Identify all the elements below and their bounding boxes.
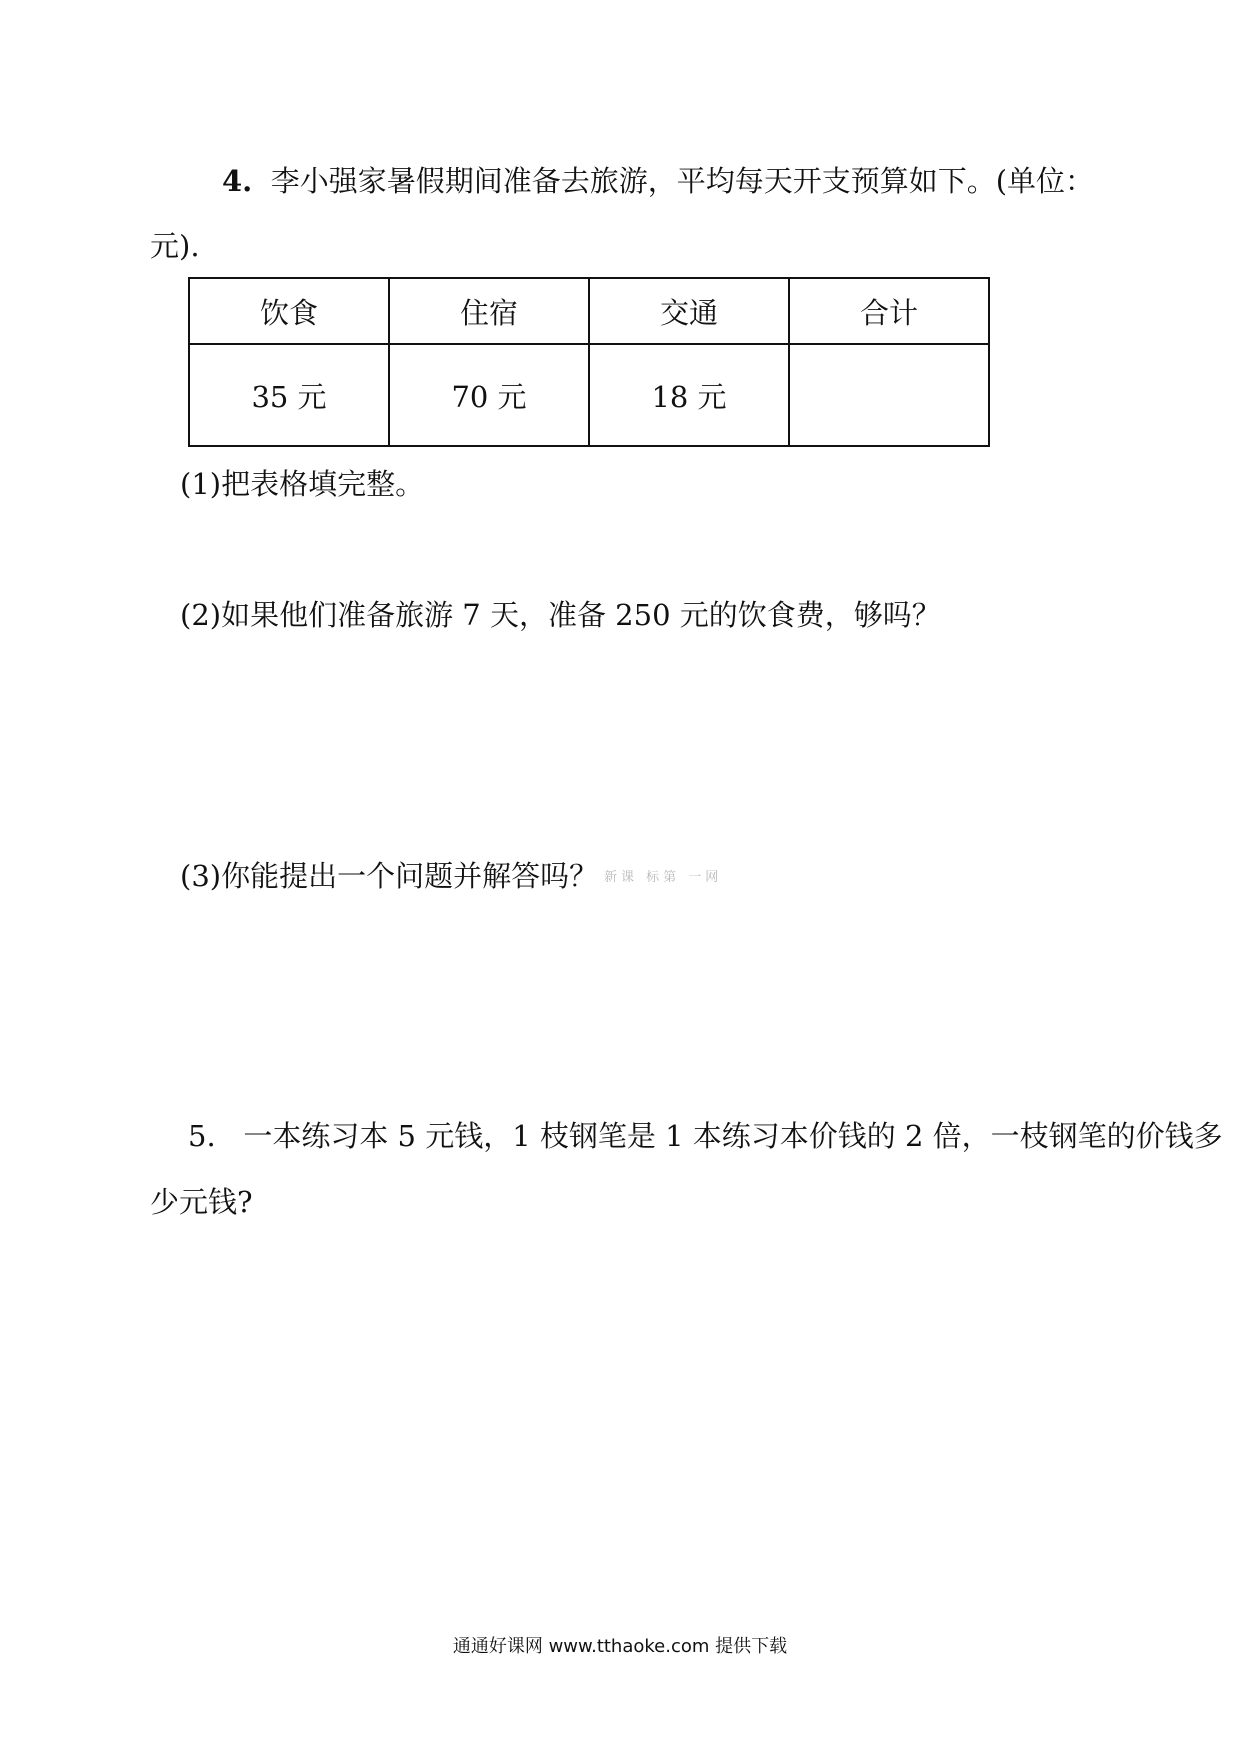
- header-total: 合计: [789, 278, 989, 344]
- table-header-row: [189, 278, 989, 344]
- question-5-number: 5.: [188, 1119, 216, 1153]
- value-lodging: 70 元: [389, 344, 589, 446]
- table-value-row: [189, 344, 989, 446]
- watermark-text: 新课 标第 一网: [604, 870, 723, 885]
- budget-table: [188, 277, 990, 447]
- question-5-line-1: [188, 1118, 1223, 1154]
- value-total-blank[interactable]: [789, 344, 989, 446]
- subquestion-1: (1)把表格填完整。: [180, 467, 425, 501]
- question-5-text: 一本练习本 5 元钱，1 枝钢笔是 1 本练习本价钱的 2 倍，一枝钢笔的价钱多: [243, 1119, 1223, 1153]
- footer-text: 通通好课网 www.tthaoke.com 提供下载: [452, 1636, 788, 1657]
- question-4-number: 4.: [222, 164, 253, 198]
- subquestion-2: (2)如果他们准备旅游 7 天，准备 250 元的饮食费，够吗？: [180, 598, 941, 632]
- value-food: 35 元: [189, 344, 389, 446]
- subquestion-3: (3)你能提出一个问题并解答吗？: [180, 859, 599, 893]
- value-transport: 18 元: [589, 344, 789, 446]
- header-food: 饮食: [189, 278, 389, 344]
- question-4-line-1: [222, 163, 1094, 199]
- question-4-line-2: 元).: [150, 229, 200, 263]
- question-5-line-2: 少元钱?: [150, 1185, 253, 1219]
- header-lodging: 住宿: [389, 278, 589, 344]
- header-transport: 交通: [589, 278, 789, 344]
- question-4-text: 李小强家暑假期间准备去旅游，平均每天开支预算如下。(单位：: [270, 164, 1095, 198]
